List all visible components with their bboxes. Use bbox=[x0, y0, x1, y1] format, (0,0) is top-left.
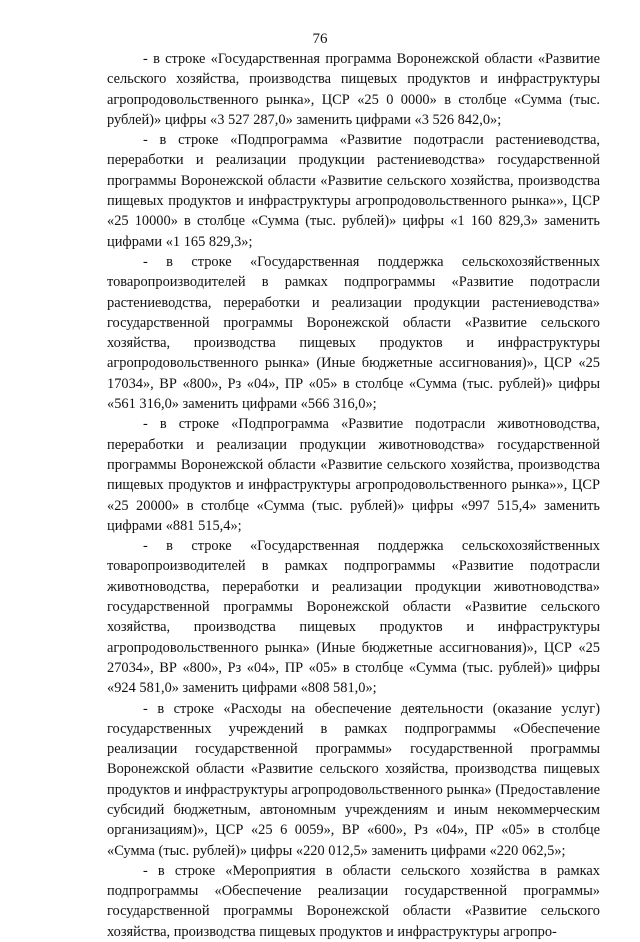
paragraph-5: - в строке «Государственная поддержка сельскохозяйственных товаропроизводителей в рамках подпрограммы «Развитие подотрасли животноводства, переработки и реализации продукции животноводства» государственной программы Воронежской области «Развитие сельского хозяйства, производства пищевых продуктов и инфраструктуры агропродовольственного рынка» (Иные бюджетные ассигнования)», ЦСР «25 27034», ВР «800», Рз «04», ПР «05» в столбце «Сумма (тыс. рублей)» цифры «924 581,0» заменить цифрами «808 581,0»; bbox=[107, 538, 600, 697]
paragraph-7: - в строке «Мероприятия в области сельского хозяйства в рамках подпрограммы «Обеспечение реализации государственной программы» государственной программы Воронежской области «Развитие сельского хозяйства, производства пищевых продуктов и инфраструктуры агропро- bbox=[107, 862, 600, 940]
document-body bbox=[107, 49, 600, 942]
paragraph-1: - в строке «Государственная программа Воронежской области «Развитие сельского хозяйства, производства пищевых продуктов и инфраструктуры агропродовольственного рынка», ЦСР «25 0 0000» в столбце «Сумма (тыс. рублей)» цифры «3 527 287,0» заменить цифрами «3 526 842,0»; bbox=[107, 51, 600, 128]
paragraph-3: - в строке «Государственная поддержка сельскохозяйственных товаропроизводителей в рамках подпрограммы «Развитие подотрасли растениеводства, переработки и реализации продукции растениеводства» государственной программы Воронежской области «Развитие сельского хозяйства, производства пищевых продуктов и инфраструктуры агропродовольственного рынка» (Иные бюджетные ассигнования)», ЦСР «25 17034», ВР «800», Рз «04», ПР «05» в столбце «Сумма (тыс. рублей)» цифры «561 316,0» заменить цифрами «566 316,0»; bbox=[107, 253, 600, 413]
paragraph-4: - в строке «Подпрограмма «Развитие подотрасли животноводства, переработки и реализации продукции животноводства» государственной программы Воронежской области «Развитие сельского хозяйства, производства пищевых продуктов и инфраструктуры агропродовольственного рынка»», ЦСР «25 20000» в столбце «Сумма (тыс. рублей)» цифры «997 515,4» заменить цифрами «881 515,4»; bbox=[107, 416, 600, 534]
paragraph-2: - в строке «Подпрограмма «Развитие подотрасли растениеводства, переработки и реализации продукции растениеводства» государственной программы Воронежской области «Развитие сельского хозяйства, производства пищевых продуктов и инфраструктуры агропродовольственного рынка»», ЦСР «25 10000» в столбце «Сумма (тыс. рублей)» цифры «1 160 829,3» заменить цифрами «1 165 829,3»; bbox=[107, 132, 600, 250]
page-number: 76 bbox=[312, 31, 328, 47]
paragraph-6: - в строке «Расходы на обеспечение деятельности (оказание услуг) государственных учреждений в рамках подпрограммы «Обеспечение реализации государственной программы» государственной программы Воронежской области «Развитие сельского хозяйства, производства пищевых продуктов и инфраструктуры агропродовольственного рынка» (Предоставление субсидий бюджетным, автономным учреждениям и иным некоммерческим организациям)», ЦСР «25 6 0059», ВР «600», Рз «04», ПР «05» в столбце «Сумма (тыс. рублей)» цифры «220 012,5» заменить цифрами «220 062,5»; bbox=[107, 700, 600, 859]
